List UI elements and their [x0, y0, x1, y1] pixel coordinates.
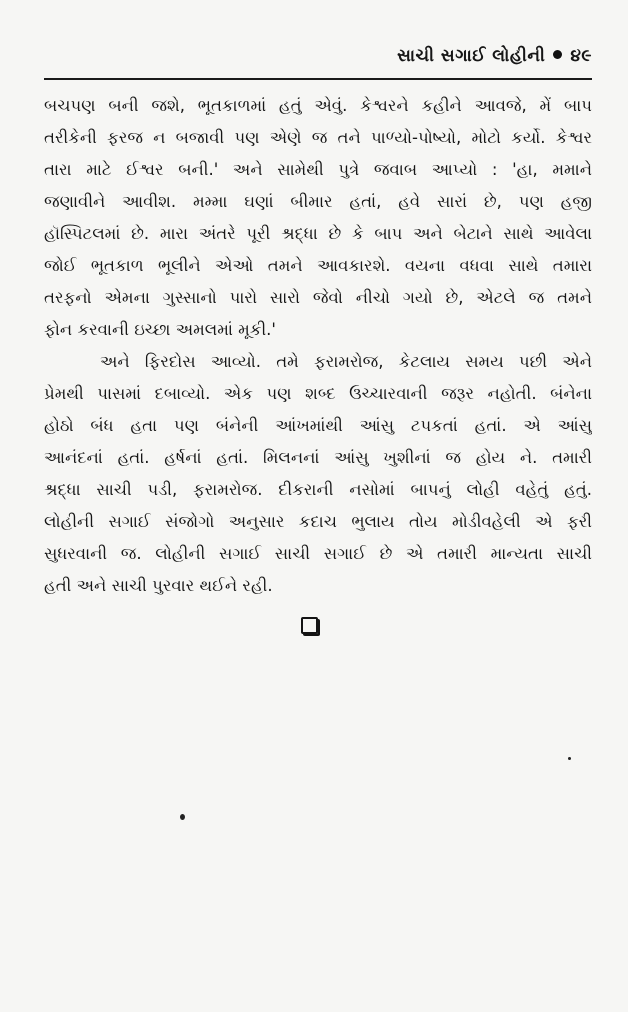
running-header — [397, 46, 592, 66]
text-line: અને ફિરદોસ આવ્યો. તમે ફરામરોજ, કેટલાય સમય પછી એને — [100, 352, 592, 371]
text-line: હતી અને સાચી પુરવાર થઈને રહી. — [44, 576, 273, 595]
text-line: આનંદનાં હતાં. હર્ષનાં હતાં. મિલનનાં આંસુ ખુશીનાં જ હોય ને. તમારી — [44, 448, 592, 467]
text-line: હોઠો બંધ હતા પણ બંનેની આંખમાંથી આંસુ ટપકતાં હતાં. એ આંસુ — [44, 416, 592, 435]
text-line: પ્રેમથી પાસમાં દબાવ્યો. એક પણ શબ્દ ઉચ્ચારવાની જરૂર નહોતી. બંનેના — [44, 384, 592, 403]
text-line: તારા માટે ઈશ્વર બની.' અને સામેથી પુત્રે જવાબ આપ્યો : 'હા, મમાને — [44, 160, 592, 179]
ink-speck — [180, 814, 185, 820]
body-text — [44, 90, 592, 602]
bullet-dot-icon — [553, 50, 562, 59]
text-line: જોઈ ભૂતકાળ ભૂલીને એઓ તમને આવકારશે. વયના વધવા સાથે તમારા — [44, 256, 592, 275]
header-rule — [44, 78, 592, 80]
text-line: ફોન કરવાની ઇચ્છા અમલમાં મૂકી.' — [44, 320, 276, 339]
paragraph-1 — [44, 90, 592, 346]
text-line: લોહીની સગાઈ સંજોગો અનુસાર કદાચ ભુલાય તોય મોડીવહેલી એ ફરી — [44, 512, 592, 531]
paragraph-2 — [44, 346, 592, 602]
page-number: ૪૯ — [570, 46, 592, 66]
end-of-chapter-icon — [301, 617, 318, 634]
text-line: શ્રદ્ધા સાચી પડી, ફરામરોજ. દીકરાની નસોમાં બાપનું લોહી વહેતું હતું. — [44, 480, 592, 499]
text-line: તરીકેની ફરજ ન બજાવી પણ એણે જ તને પાળ્યો-પોષ્યો, મોટો કર્યો. કેશ્વર — [44, 128, 592, 147]
text-line: હૉસ્પિટલમાં છે. મારા અંતરે પૂરી શ્રદ્ધા છે કે બાપ અને બેટાને સાથે આવેલા — [44, 224, 592, 243]
text-line: બચપણ બની જશે, ભૂતકાળમાં હતું એવું. કેશ્વરને કહીને આવજે, મેં બાપ — [44, 96, 592, 115]
text-line: સુધરવાની જ. લોહીની સગાઈ સાચી સગાઈ છે એ તમારી માન્યતા સાચી — [44, 544, 592, 563]
ink-speck — [568, 757, 571, 760]
running-title: સાચી સગાઈ લોહીની — [397, 46, 546, 66]
text-line: જણાવીને આવીશ. મમ્મા ઘણાં બીમાર હતાં, હવે સારાં છે, પણ હજી — [44, 192, 592, 211]
text-line: તરફનો એમના ગુસ્સાનો પારો સારો જેવો નીચો ગયો છે, એટલે જ તમને — [44, 288, 592, 307]
